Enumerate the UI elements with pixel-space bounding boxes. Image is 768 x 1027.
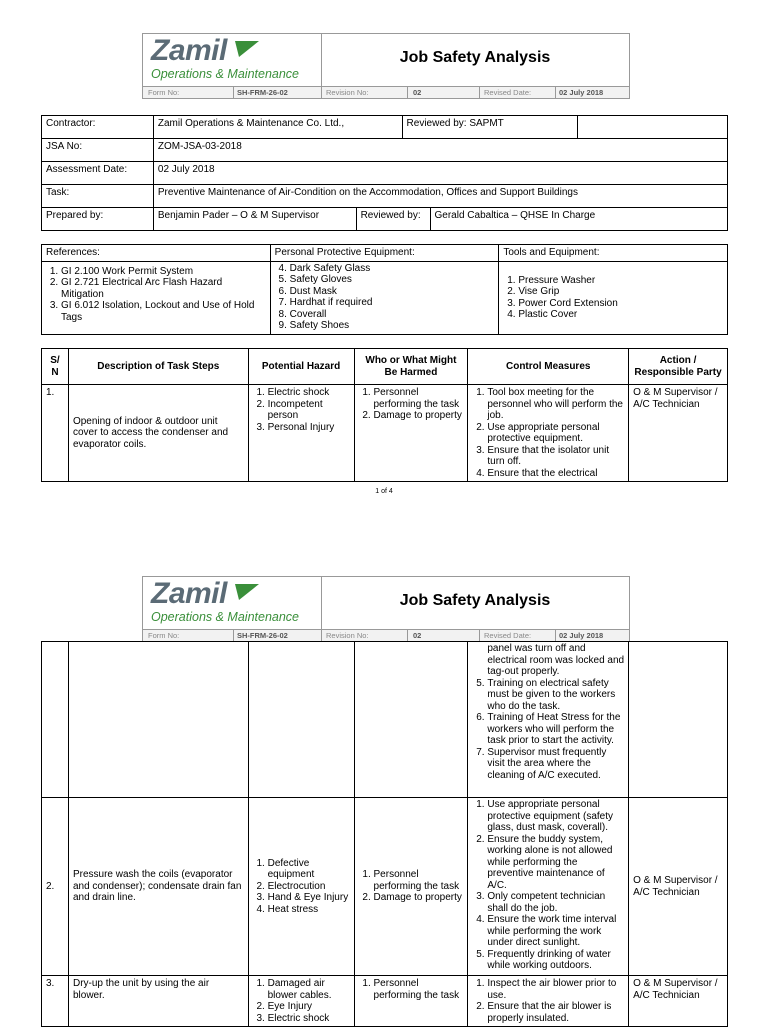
page2-header: Zamil Operations & Maintenance Job Safety Analysis Form No: SH-FRM-26-02 Revision No: 02 Revised Date: 02 July 2018 [142, 576, 630, 642]
company-logo: Zamil Operations & Maintenance [143, 577, 322, 629]
table-row: 1. Opening of indoor & outdoor unit cover to access the condenser and evaporator coils. 1. Electric shock 2. Incompetent person 3. Personal Injury 1. Personnel performing the task 2. Damage to property 1. Tool box meeting for the personnel who will perform the job. 2. Use appropriate personal protective equipment. 3. Ensure that the isolator unit turn off. 4. Ensure that the electrical O & M Supervisor / A/C Technician [42, 385, 728, 482]
list-item: 2. Vise Grip [518, 286, 723, 298]
list-item: 1. GI 2.100 Work Permit System [61, 266, 266, 278]
list-item: 8. Coverall [290, 309, 495, 321]
logo-flag-icon [235, 584, 259, 600]
list-item: 3. Power Cord Extension [518, 298, 723, 310]
list-item: 2. GI 2.721 Electrical Arc Flash Hazard Mitigation [61, 277, 266, 300]
list-item: 5. Safety Gloves [290, 274, 495, 286]
references-list [46, 266, 266, 324]
table-row: 3. Dry-up the unit by using the air blower. 1. Damaged air blower cables. 2. Eye Injury 3. Electric shock 1. Personnel performing the task 1. Inspect the air blower prior to use. 2. Ensure that the air blower is properly insulated. O & M Supervisor / A/C Technician [42, 976, 728, 1027]
task-description: Preventive Maintenance of Air-Condition on the Accommodation, Offices and Support Buildings [153, 185, 727, 208]
logo-word: Zamil [151, 34, 227, 67]
table-row: panel was turn off and electrical room was locked and tag-out properly. 5. Training on electrical safety must be given to the workers who do the task. 6. Training of Heat Stress for the workers who will perform the task prior to start the activity. 7. Supervisor must frequently visit the area where the cleaning of A/C executed. [42, 642, 728, 798]
page-title: Job Safety Analysis [399, 49, 551, 66]
reviewed-by: Gerald Cabaltica – QHSE In Charge [430, 208, 727, 231]
column-control: Control Measures [468, 349, 629, 385]
list-item: 6. Dust Mask [290, 286, 495, 298]
info-table: Contractor: Zamil Operations & Maintenance Co. Ltd., Reviewed by: SAPMT JSA No: ZOM-JSA-03-2018 Assessment Date: 02 July 2018 Task: Preventive Maintenance of Air-Condition on the Accommodation, Offices and Support Buildings Prepared by: Benjamin Pader – O & M Supervisor Reviewed by: Gerald Cabaltica – QHSE In Charge [41, 115, 728, 231]
jsa-number: ZOM-JSA-03-2018 [153, 139, 727, 162]
list-item: 4. Dark Safety Glass [290, 263, 495, 275]
form-number: SH-FRM-26-02 [237, 88, 288, 97]
tools-list [503, 275, 723, 321]
revision-number: 02 [413, 88, 422, 97]
references-table: References: Personal Protective Equipment: Tools and Equipment: 1. GI 2.100 Work Permit System 2. GI 2.721 Electrical Arc Flash Hazard Mitigation 3. GI 6.012 Isolation, Lockout and Use of Hold Tags 4. Dark Safety Glass 5. Safety Gloves 6. Dust Mask 7. Hardhat if required 8. Coverall 9. Safety Shoes 1. Pressure Washer 2. Vise Grip 3. Power Cord Extension 4. Plastic Cover [41, 244, 728, 335]
column-who: Who or What Might Be Harmed [354, 349, 468, 385]
task-table-page1 [41, 348, 728, 482]
list-item: 3. GI 6.012 Isolation, Lockout and Use of Hold Tags [61, 300, 266, 323]
page1-header [142, 33, 630, 99]
ppe-list [275, 263, 495, 332]
column-hazard: Potential Hazard [248, 349, 354, 385]
list-item: 7. Hardhat if required [290, 297, 495, 309]
reviewed-sapmt: Reviewed by: SAPMT [402, 116, 578, 139]
column-description: Description of Task Steps [68, 349, 248, 385]
company-logo [143, 34, 322, 86]
task-table-page2 [41, 641, 728, 1027]
form-info-row: Form No: SH-FRM-26-02 Revision No: 02 Revised Date: 02 July 2018 [143, 86, 629, 98]
prepared-by: Benjamin Pader – O & M Supervisor [153, 208, 356, 231]
logo-subtitle: Operations & Maintenance [151, 67, 300, 81]
logo-flag-icon [235, 41, 259, 57]
revised-date: 02 July 2018 [559, 88, 604, 97]
list-item: 9. Safety Shoes [290, 320, 495, 332]
form-info-row: Form No: SH-FRM-26-02 Revision No: 02 Revised Date: 02 July 2018 [143, 629, 629, 641]
list-item: 1. Pressure Washer [518, 275, 723, 287]
column-sn: S/ N [42, 349, 69, 385]
table-row: 2. Pressure wash the coils (evaporator and condenser); condensate drain fan and drain line. 1. Defective equipment 2. Electrocution 3. Hand & Eye Injury 4. Heat stress 1. Personnel performing the task 2. Damage to property 1. Use appropriate personal protective equipment (safety glass, dust mask, coverall). 2. Ensure the buddy system, working alone is not allowed while performing the preventive maintenance of A/C. 3. Only competent technician shall do the job. 4. Ensure the work time interval while performing the work under direct sunlight. 5. Frequently drinking of water while working outdoors. O & M Supervisor / A/C Technician [42, 798, 728, 976]
contractor-value: Zamil Operations & Maintenance Co. Ltd., [153, 116, 402, 139]
list-item: 4. Plastic Cover [518, 309, 723, 321]
assessment-date: 02 July 2018 [153, 162, 727, 185]
column-action: Action / Responsible Party [629, 349, 728, 385]
page-number: 1 of 4 [375, 488, 393, 495]
